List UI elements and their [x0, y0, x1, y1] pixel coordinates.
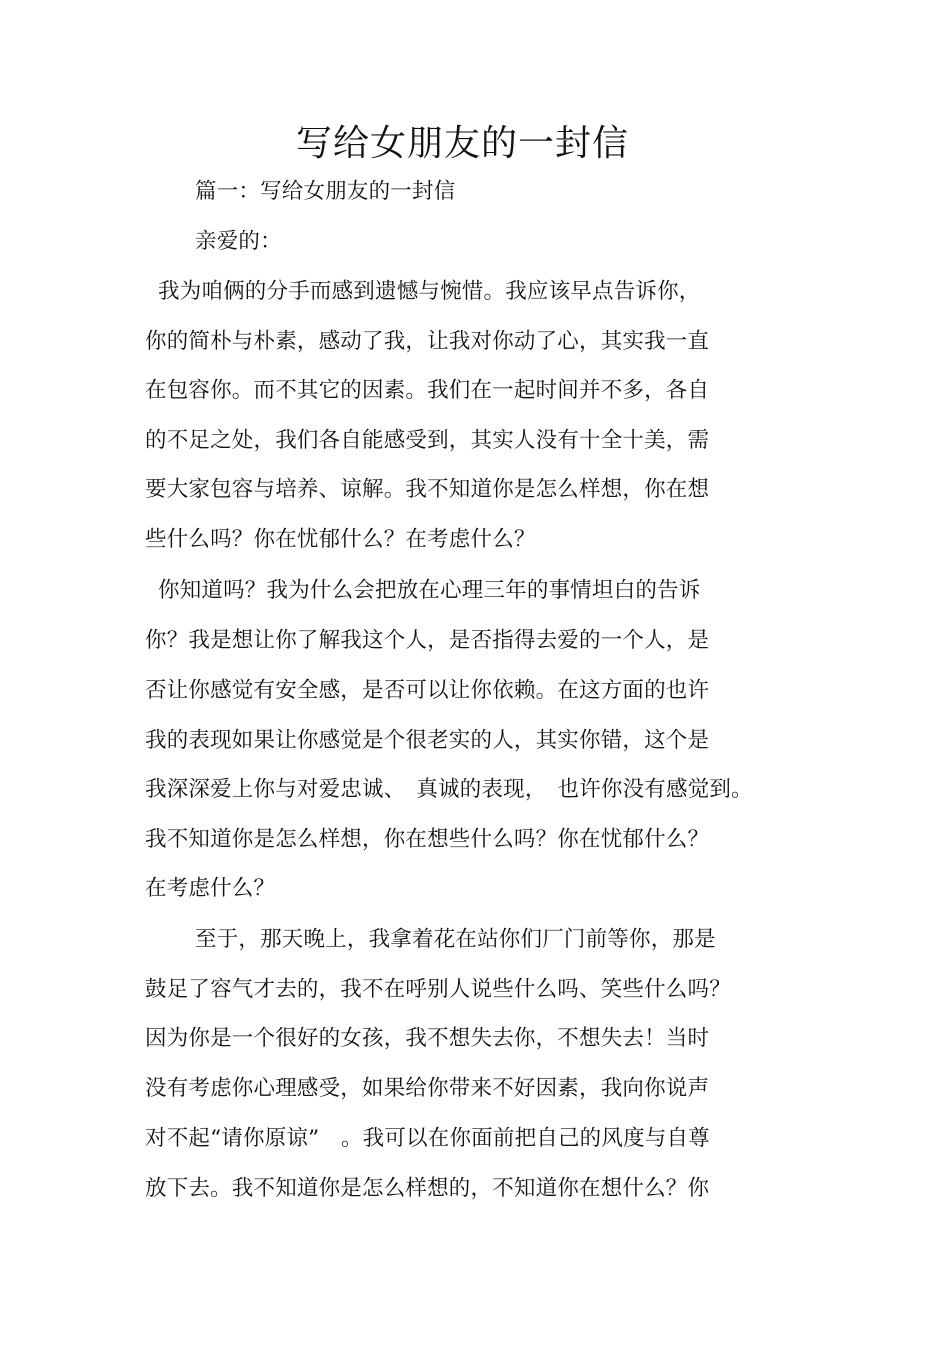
document-title: 写给女朋友的一封信 [295, 123, 629, 164]
body-line: 你知道吗？我为什么会把放在心理三年的事情坦白的告诉 [158, 578, 701, 603]
body-line: 些什么吗？你在忧郁什么？在考虑什么？ [145, 527, 536, 552]
body-line: 在包容你。而不其它的因素。我们在一起时间并不多，各自 [145, 378, 710, 403]
body-line: 在考虑什么？ [145, 876, 276, 901]
body-line: 没有考虑你心理感受，如果给你带来不好因素，我向你说声 [145, 1076, 710, 1101]
body-line: 因为你是一个很好的女孩，我不想失去你，不想失去！当时 [145, 1026, 710, 1051]
body-line: 的不足之处，我们各自能感受到，其实人没有十全十美，需 [145, 428, 710, 453]
body-line: 你的简朴与朴素，感动了我，让我对你动了心，其实我一直 [145, 329, 710, 354]
body-line: 要大家包容与培养、谅解。我不知道你是怎么样想，你在想 [145, 477, 710, 502]
body-line: 至于，那天晚上，我拿着花在站你们厂门前等你，那是 [195, 927, 716, 952]
body-line: 鼓足了容气才去的，我不在呼别人说些什么吗、笑些什么吗？ [145, 977, 731, 1002]
body-line: 放下去。我不知道你是怎么样想的，不知道你在想什么？你 [145, 1176, 710, 1201]
body-line: 我深深爱上你与对爱忠诚、 真诚的表现， 也许你没有感觉到。 [145, 777, 753, 802]
body-line: 对不起“请你原谅” 。我可以在你面前把自己的风度与自尊 [145, 1126, 710, 1151]
body-line: 我的表现如果让你感觉是个很老实的人，其实你错，这个是 [145, 728, 710, 753]
body-line: 我为咱俩的分手而感到遗憾与惋惜。我应该早点告诉你， [158, 279, 701, 304]
body-line: 否让你感觉有安全感，是否可以让你依赖。在这方面的也许 [145, 678, 710, 703]
subtitle-line: 篇一：写给女朋友的一封信 [195, 179, 456, 204]
body-line: 我不知道你是怎么样想，你在想些什么吗？你在忧郁什么？ [145, 827, 710, 852]
body-line: 你？我是想让你了解我这个人，是否指得去爱的一个人，是 [145, 628, 710, 653]
salutation-line: 亲爱的： [195, 229, 282, 254]
